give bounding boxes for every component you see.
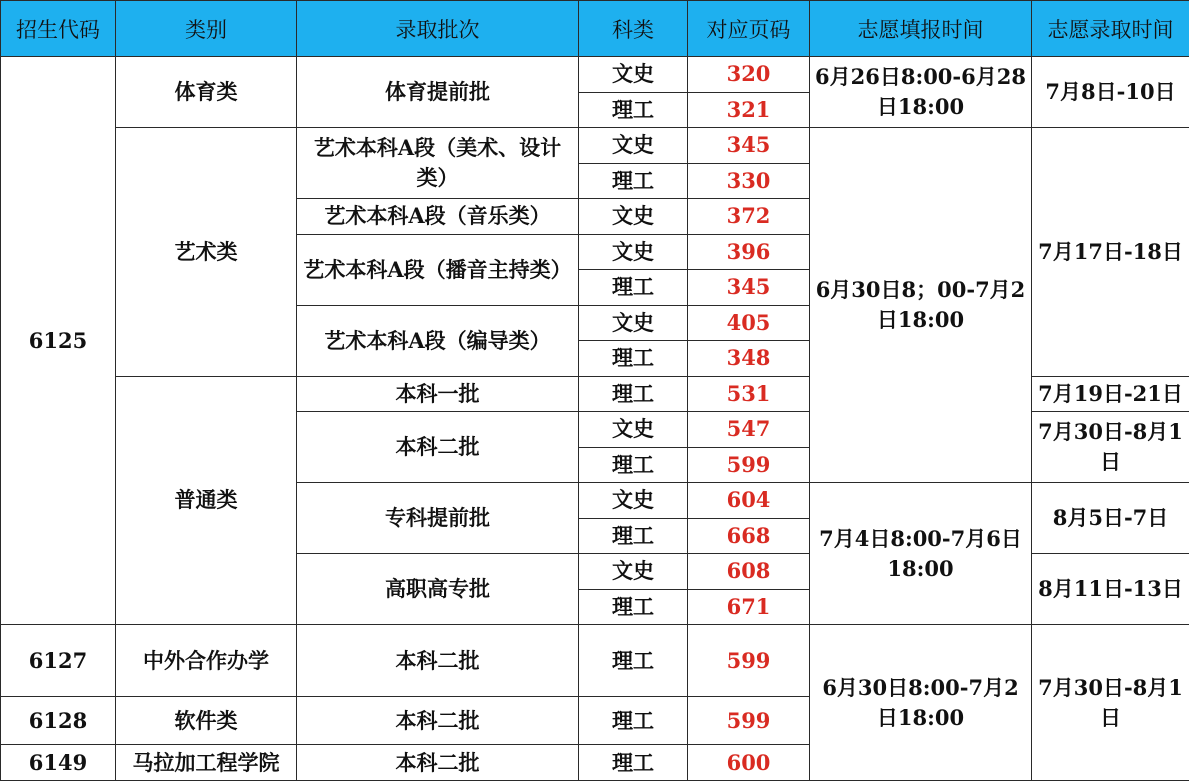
subject-cell: 理工 (579, 697, 688, 745)
page-cell: 405 (688, 305, 810, 341)
category-cell: 普通类 (116, 376, 297, 625)
subject-cell: 理工 (579, 745, 688, 781)
subject-cell: 文史 (579, 412, 688, 448)
page-cell: 608 (688, 554, 810, 590)
header-page: 对应页码 (688, 1, 810, 57)
batch-cell: 艺术本科A段（音乐类） (297, 199, 579, 235)
batch-cell: 本科二批 (297, 697, 579, 745)
subject-cell: 文史 (579, 57, 688, 93)
category-cell: 软件类 (116, 697, 297, 745)
page-cell: 599 (688, 625, 810, 697)
admit-time-cell: 7月30日-8月1日 (1032, 412, 1189, 483)
batch-cell: 高职高专批 (297, 554, 579, 625)
header-fill-time: 志愿填报时间 (810, 1, 1032, 57)
page-cell: 330 (688, 163, 810, 199)
page-cell: 396 (688, 234, 810, 270)
header-admit-time: 志愿录取时间 (1032, 1, 1189, 57)
code-cell: 6127 (1, 625, 116, 697)
page-cell: 321 (688, 92, 810, 128)
batch-cell: 艺术本科A段（编导类） (297, 305, 579, 376)
admit-time-cell: 7月8日-10日 (1032, 57, 1189, 128)
subject-cell: 文史 (579, 199, 688, 235)
batch-cell: 本科二批 (297, 745, 579, 781)
fill-time-cell: 6月30日8:00-7月2日18:00 (810, 625, 1032, 781)
fill-time-cell: 7月4日8:00-7月6日18:00 (810, 483, 1032, 625)
admit-time-cell: 8月5日-7日 (1032, 483, 1189, 554)
subject-cell: 文史 (579, 305, 688, 341)
table-row (1, 128, 1189, 164)
page-cell: 372 (688, 199, 810, 235)
page-cell: 668 (688, 518, 810, 554)
subject-cell: 理工 (579, 447, 688, 483)
header-batch: 录取批次 (297, 1, 579, 57)
admit-time-cell: 7月19日-21日 (1032, 376, 1189, 412)
batch-cell: 专科提前批 (297, 483, 579, 554)
code-cell: 6128 (1, 697, 116, 745)
subject-cell: 理工 (579, 270, 688, 306)
subject-cell: 理工 (579, 376, 688, 412)
code-cell: 6125 (1, 57, 116, 625)
page-cell: 671 (688, 589, 810, 625)
page-cell: 345 (688, 128, 810, 164)
batch-cell: 艺术本科A段（美术、设计类） (297, 128, 579, 199)
page-cell: 348 (688, 341, 810, 377)
table-row (1, 57, 1189, 93)
category-cell: 艺术类 (116, 128, 297, 377)
batch-cell: 艺术本科A段（播音主持类） (297, 234, 579, 305)
subject-cell: 文史 (579, 483, 688, 519)
subject-cell: 理工 (579, 625, 688, 697)
fill-time-cell: 6月30日8；00-7月2日18:00 (810, 128, 1032, 483)
subject-cell: 理工 (579, 341, 688, 377)
subject-cell: 理工 (579, 163, 688, 199)
subject-cell: 文史 (579, 234, 688, 270)
code-cell: 6149 (1, 745, 116, 781)
page-cell: 320 (688, 57, 810, 93)
page-cell: 599 (688, 447, 810, 483)
page-cell: 599 (688, 697, 810, 745)
batch-cell: 体育提前批 (297, 57, 579, 128)
category-cell: 马拉加工程学院 (116, 745, 297, 781)
page-cell: 531 (688, 376, 810, 412)
fill-time-cell: 6月26日8:00-6月28日18:00 (810, 57, 1032, 128)
admit-time-cell: 7月17日-18日 (1032, 128, 1189, 377)
header-code: 招生代码 (1, 1, 116, 57)
header-subject: 科类 (579, 1, 688, 57)
subject-cell: 理工 (579, 589, 688, 625)
admit-time-cell: 7月30日-8月1日 (1032, 625, 1189, 781)
page-cell: 604 (688, 483, 810, 519)
category-cell: 体育类 (116, 57, 297, 128)
category-cell: 中外合作办学 (116, 625, 297, 697)
page-cell: 547 (688, 412, 810, 448)
admit-time-cell: 8月11日-13日 (1032, 554, 1189, 625)
header-category: 类别 (116, 1, 297, 57)
batch-cell: 本科二批 (297, 412, 579, 483)
batch-cell: 本科一批 (297, 376, 579, 412)
subject-cell: 理工 (579, 518, 688, 554)
subject-cell: 理工 (579, 92, 688, 128)
subject-cell: 文史 (579, 554, 688, 590)
page-cell: 345 (688, 270, 810, 306)
page-cell: 600 (688, 745, 810, 781)
batch-cell: 本科二批 (297, 625, 579, 697)
header-row (1, 1, 1189, 57)
table-row (1, 625, 1189, 697)
subject-cell: 文史 (579, 128, 688, 164)
